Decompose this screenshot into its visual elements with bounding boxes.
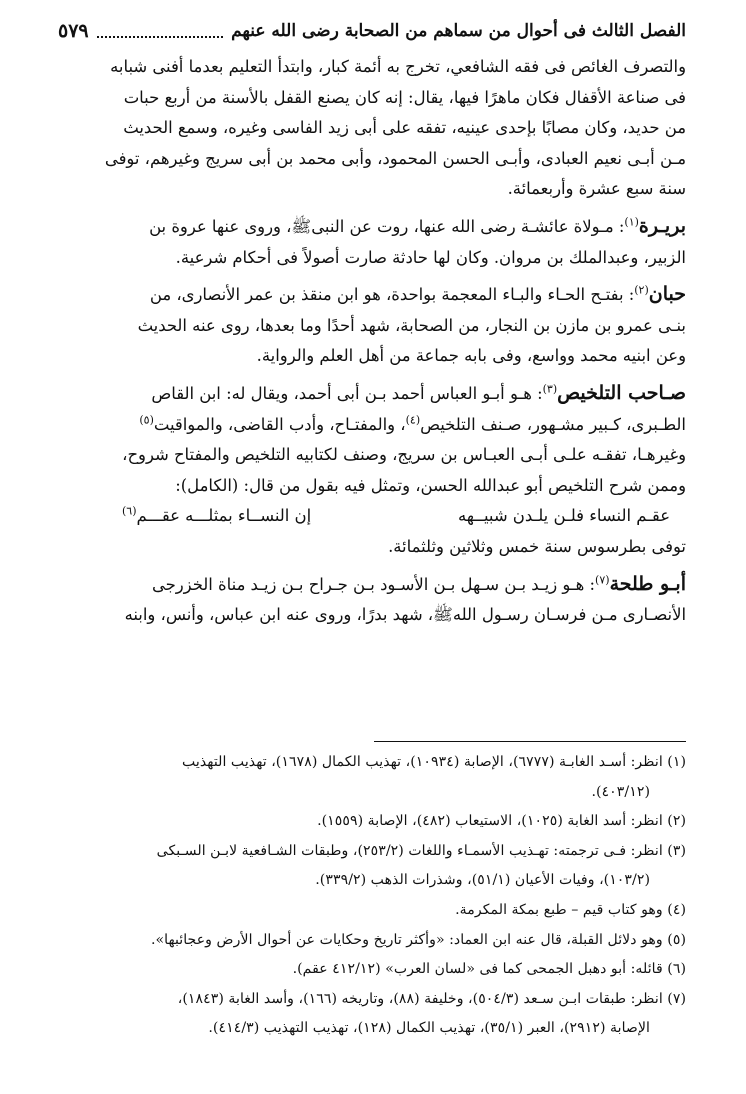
entry-text: الطـبرى، كـبير مشـهور، صـنف التلخيص xyxy=(420,414,686,434)
entry-line: توفى بطرسوس سنة خمس وثلاثين وثلثمائة. xyxy=(388,536,686,556)
intro-line: فى صناعة الأقفال فكان ماهرًا فيها، يقال: إنه كان يصنع القفل بالأسنة من أربع حبات xyxy=(123,87,686,107)
dot-leader xyxy=(97,24,223,38)
entry-abu-talha xyxy=(62,569,686,601)
poem-verse xyxy=(62,501,686,532)
main-text xyxy=(62,52,686,631)
entry-title: حبان xyxy=(648,283,686,306)
intro-line: مـن أبـى نعيم العبادى، وأبـى الحسن المحمود، وأبى محمد بن أبى سريج وغيرهم، توفى xyxy=(104,148,686,168)
entry-line: الزبير، وعبدالملك بن مروان. وكان لها حادثة صارت أصولاً فى أحكام شرعية. xyxy=(175,247,686,267)
entry-line: الأنصـارى مـن فرسـان رسـول اللهﷺ، شهد بدرًا، وروى عنه ابن عباس، وأنس، وابنه xyxy=(124,605,686,625)
footnote-6: (٦) قائله: أبو دهبل الجمحى كما فى «لسان العرب» (٤١٢/١٢ عقم). xyxy=(292,961,686,978)
footnote-ref[interactable]: (١) xyxy=(624,215,639,229)
footnote-2: (٢) انظر: أسد الغابة (١٠٢٥)، الاستيعاب (٤٨٢)، الإصابة (١٥٥٩). xyxy=(317,813,686,830)
entry-text: : هـو زيـد بـن سـهل بـن الأسـود بـن جـراح بـن زيـد مناة الخزرجى xyxy=(151,574,596,594)
entry-line: وعن ابنيه محمد وواسع، وفى بابه جماعة من أهل العلم والرواية. xyxy=(256,346,686,366)
footnote-ref[interactable]: (٧) xyxy=(595,573,610,587)
footnote-ref[interactable]: (٤) xyxy=(405,413,421,427)
footnote-1-cont: (٤٠٣/١٢). xyxy=(591,783,650,800)
footnote-ref[interactable]: (٥) xyxy=(139,413,154,427)
entry-line: بنـى عمرو بن مازن بن النجار، من الصحابة، شهد أحدًا وما بعدها، روى عنه الحديث xyxy=(137,315,686,335)
entry-title: أبـو طلحة xyxy=(609,572,686,595)
footnote-7: (٧) انظر: طبقات ابـن سـعد (٥٠٤/٣)، وخليفة (٨٨)، وتاريخه (١٦٦)، وأسد الغابة (١٨٤٣)، xyxy=(177,990,686,1007)
chapter-title: الفصل الثالث فى أحوال من سماهم من الصحابة رضى الله عنهم xyxy=(231,21,686,41)
footnote-7-cont: الإصابة (٢٩١٢)، العبر (٣٥/١)، تهذيب الكمال (١٢٨)، تهذيب التهذيب (٤١٤/٣). xyxy=(208,1020,650,1037)
verse-first-hemistich: عقـم النساء فلـن يلـدن شبيــهه xyxy=(458,506,670,526)
entry-text: ، والمفتـاح، وأدب القاضى، والمواقيت xyxy=(153,414,406,434)
intro-line: من حديد، وكان مصابًا بإحدى عينيه، تفقه على أبى زيد الفاسى وغيره، وسمع الحديث xyxy=(123,118,686,138)
entry-line: وممن شرح التلخيص أبو عبدالله الحسن، وتمثل فيه بقول من قال: (الكامل): xyxy=(175,475,686,495)
entry-text: : بفتـح الحـاء والبـاء المعجمة بواحدة، هو ابن منقذ بن عمر الأنصارى، من xyxy=(149,285,635,305)
verse-text: إن النســاء بمثلـــه عقـــم xyxy=(136,506,312,526)
footnote-ref[interactable]: (٢) xyxy=(634,283,649,297)
footnote-5: (٥) وهو دلائل القبلة، قال عنه ابن العماد: «وأكثر تاريخ وحكايات عن أحوال الأرض وعجائبها». xyxy=(150,931,686,948)
footnote-divider xyxy=(374,741,686,742)
footnote-3-cont: (١٠٣/٢)، وفيات الأعيان (٥١/١)، وشذرات الذهب (٣٣٩/٢). xyxy=(315,872,650,889)
footnote-ref[interactable]: (٦) xyxy=(122,504,137,518)
footnote-1: (١) انظر: أسـد الغابـة (٦٧٧٧)، الإصابة (١٠٩٣٤)، تهذيب الكمال (١٦٧٨)، تهذيب التهذيب xyxy=(181,754,686,770)
page-number: ٥٧٩ xyxy=(58,20,89,42)
footnote-3: (٣) انظر: فـى ترجمته: تهـذيب الأسمـاء واللغات (٢٥٣/٢)، وطبقات الشـافعية لابـن السـبكى xyxy=(156,842,686,859)
entry-hibban xyxy=(62,279,686,311)
entry-text: : مـولاة عائشـة رضى الله عنها، روت عن النبىﷺ، وروى عنها عروة بن xyxy=(149,216,625,236)
footnote-ref[interactable]: (٣) xyxy=(542,382,558,396)
footnotes xyxy=(58,748,686,1044)
intro-line: والتصرف الغائص فى فقه الشافعي، تخرج به أئمة كبار، وابتدأ التعليم بعدما أفنى شبابه xyxy=(110,57,686,76)
entry-talkhis xyxy=(62,378,686,410)
entry-barira xyxy=(62,211,686,243)
intro-line: سنة سبع عشرة وأربعمائة. xyxy=(507,179,686,199)
entry-line: وغيرهـا، تفقـه علـى أبـى العبـاس بن سريج، وصنف لكتابيه التلخيص والمفتاح شروح، xyxy=(122,445,686,465)
footnote-4: (٤) وهو كتاب قيم – طبع بمكة المكرمة. xyxy=(455,901,686,918)
entry-title: صـاحب التلخيص xyxy=(557,381,686,404)
entry-text: : هـو أبـو العباس أحمد بـن أبى أحمد، ويقال له: ابن القاص xyxy=(151,383,543,403)
entry-line xyxy=(62,410,686,441)
entry-title: بريـرة xyxy=(638,214,686,237)
verse-second-hemistich xyxy=(122,501,311,532)
running-header xyxy=(58,14,686,48)
